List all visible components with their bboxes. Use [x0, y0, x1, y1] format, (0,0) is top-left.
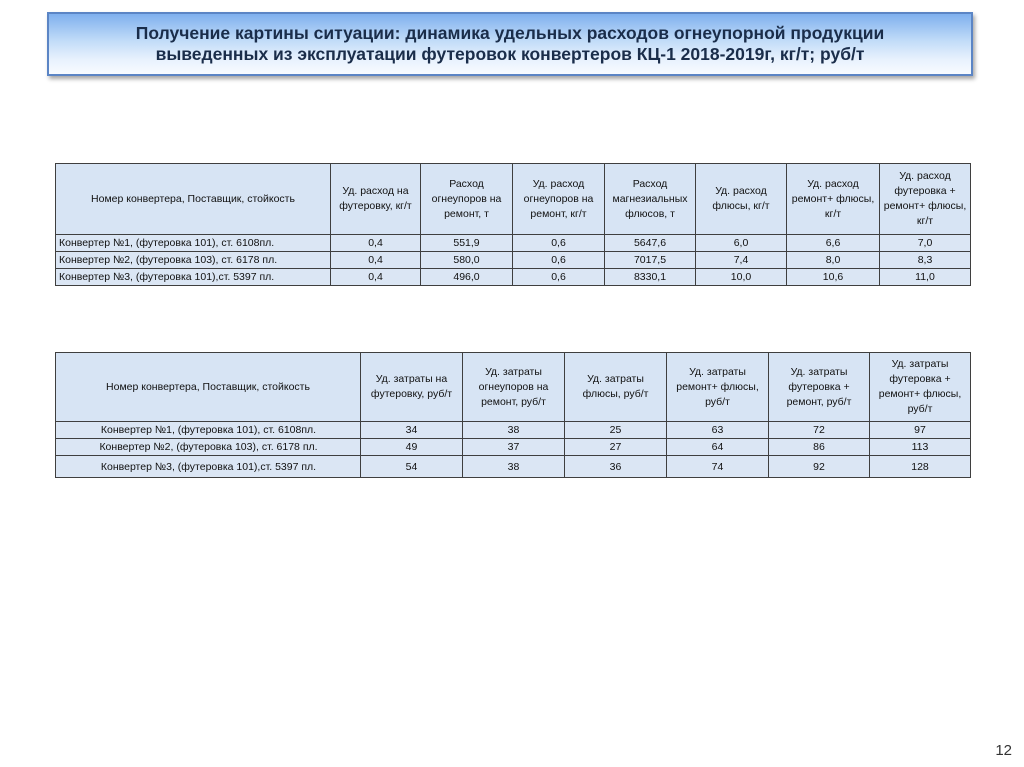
column-header: Уд. расход футеровка + ремонт+ флюсы, кг/т: [880, 164, 971, 235]
table-cell: 37: [463, 439, 565, 456]
table-cell: 0,6: [513, 235, 605, 252]
table-cell: 54: [361, 456, 463, 478]
table-cell: 551,9: [421, 235, 513, 252]
column-header: Уд. затраты футеровка + ремонт, руб/т: [769, 353, 870, 422]
table-cell: 10,6: [787, 269, 880, 286]
column-header: Уд. затраты флюсы, руб/т: [565, 353, 667, 422]
table-cell: 27: [565, 439, 667, 456]
page-number: 12: [995, 742, 1012, 759]
table-cell: 6,6: [787, 235, 880, 252]
column-header: Уд. расход ремонт+ флюсы, кг/т: [787, 164, 880, 235]
table-cell: 5647,6: [605, 235, 696, 252]
table-cell: 6,0: [696, 235, 787, 252]
table-cell: 97: [870, 422, 971, 439]
row-label: Конвертер №1, (футеровка 101), ст. 6108пл.: [56, 422, 361, 439]
table-cell: 63: [667, 422, 769, 439]
table-cell: 10,0: [696, 269, 787, 286]
table-cell: 11,0: [880, 269, 971, 286]
table-cell: 92: [769, 456, 870, 478]
table-cell: 86: [769, 439, 870, 456]
column-header: Уд. расход на футеровку, кг/т: [331, 164, 421, 235]
table-cell: 496,0: [421, 269, 513, 286]
table-cell: 0,4: [331, 235, 421, 252]
table-cell: 7,0: [880, 235, 971, 252]
table-cell: 38: [463, 422, 565, 439]
table-cell: 580,0: [421, 252, 513, 269]
column-header: Уд. расход огнеупоров на ремонт, кг/т: [513, 164, 605, 235]
row-label: Конвертер №2, (футеровка 103), ст. 6178 пл.: [56, 439, 361, 456]
table-header-row: [56, 164, 971, 235]
table-row: [56, 252, 971, 269]
row-label: Конвертер №3, (футеровка 101),ст. 5397 пл.: [56, 456, 361, 478]
table-cell: 128: [870, 456, 971, 478]
column-header: Расход магнезиальных флюсов, т: [605, 164, 696, 235]
table-cell: 49: [361, 439, 463, 456]
cost-table: [55, 352, 971, 478]
column-header: Уд. затраты огнеупоров на ремонт, руб/т: [463, 353, 565, 422]
row-label: Конвертер №2, (футеровка 103), ст. 6178 пл.: [56, 252, 331, 269]
consumption-table: [55, 163, 971, 286]
column-header: Номер конвертера, Поставщик, стойкость: [56, 164, 331, 235]
table-cell: 64: [667, 439, 769, 456]
table-cell: 0,4: [331, 252, 421, 269]
column-header: Расход огнеупоров на ремонт, т: [421, 164, 513, 235]
row-label: Конвертер №1, (футеровка 101), ст. 6108пл.: [56, 235, 331, 252]
column-header: Уд. затраты футеровка + ремонт+ флюсы, руб/т: [870, 353, 971, 422]
table-cell: 8330,1: [605, 269, 696, 286]
table-cell: 0,6: [513, 252, 605, 269]
table-cell: 8,0: [787, 252, 880, 269]
table-cell: 72: [769, 422, 870, 439]
table-cell: 25: [565, 422, 667, 439]
table-cell: 34: [361, 422, 463, 439]
table-cell: 38: [463, 456, 565, 478]
column-header: Уд. затраты на футеровку, руб/т: [361, 353, 463, 422]
table-row: [56, 235, 971, 252]
slide-title-line-1: Получение картины ситуации: динамика удельных расходов огнеупорной продукции: [135, 23, 885, 43]
table-cell: 0,4: [331, 269, 421, 286]
table-cell: 7,4: [696, 252, 787, 269]
table-cell: 8,3: [880, 252, 971, 269]
column-header: Уд. затраты ремонт+ флюсы, руб/т: [667, 353, 769, 422]
table-row: [56, 456, 971, 478]
table-cell: 0,6: [513, 269, 605, 286]
slide-title-banner: [47, 12, 973, 76]
table-row: [56, 269, 971, 286]
table-row: [56, 422, 971, 439]
column-header: Номер конвертера, Поставщик, стойкость: [56, 353, 361, 422]
slide-title-line-2: выведенных из эксплуатации футеровок конвертеров КЦ-1 2018-2019г, кг/т; руб/т: [155, 44, 865, 64]
table-cell: 7017,5: [605, 252, 696, 269]
table-row: [56, 439, 971, 456]
table-cell: 74: [667, 456, 769, 478]
table-cell: 113: [870, 439, 971, 456]
table-cell: 36: [565, 456, 667, 478]
table-header-row: [56, 353, 971, 422]
row-label: Конвертер №3, (футеровка 101),ст. 5397 пл.: [56, 269, 331, 286]
column-header: Уд. расход флюсы, кг/т: [696, 164, 787, 235]
